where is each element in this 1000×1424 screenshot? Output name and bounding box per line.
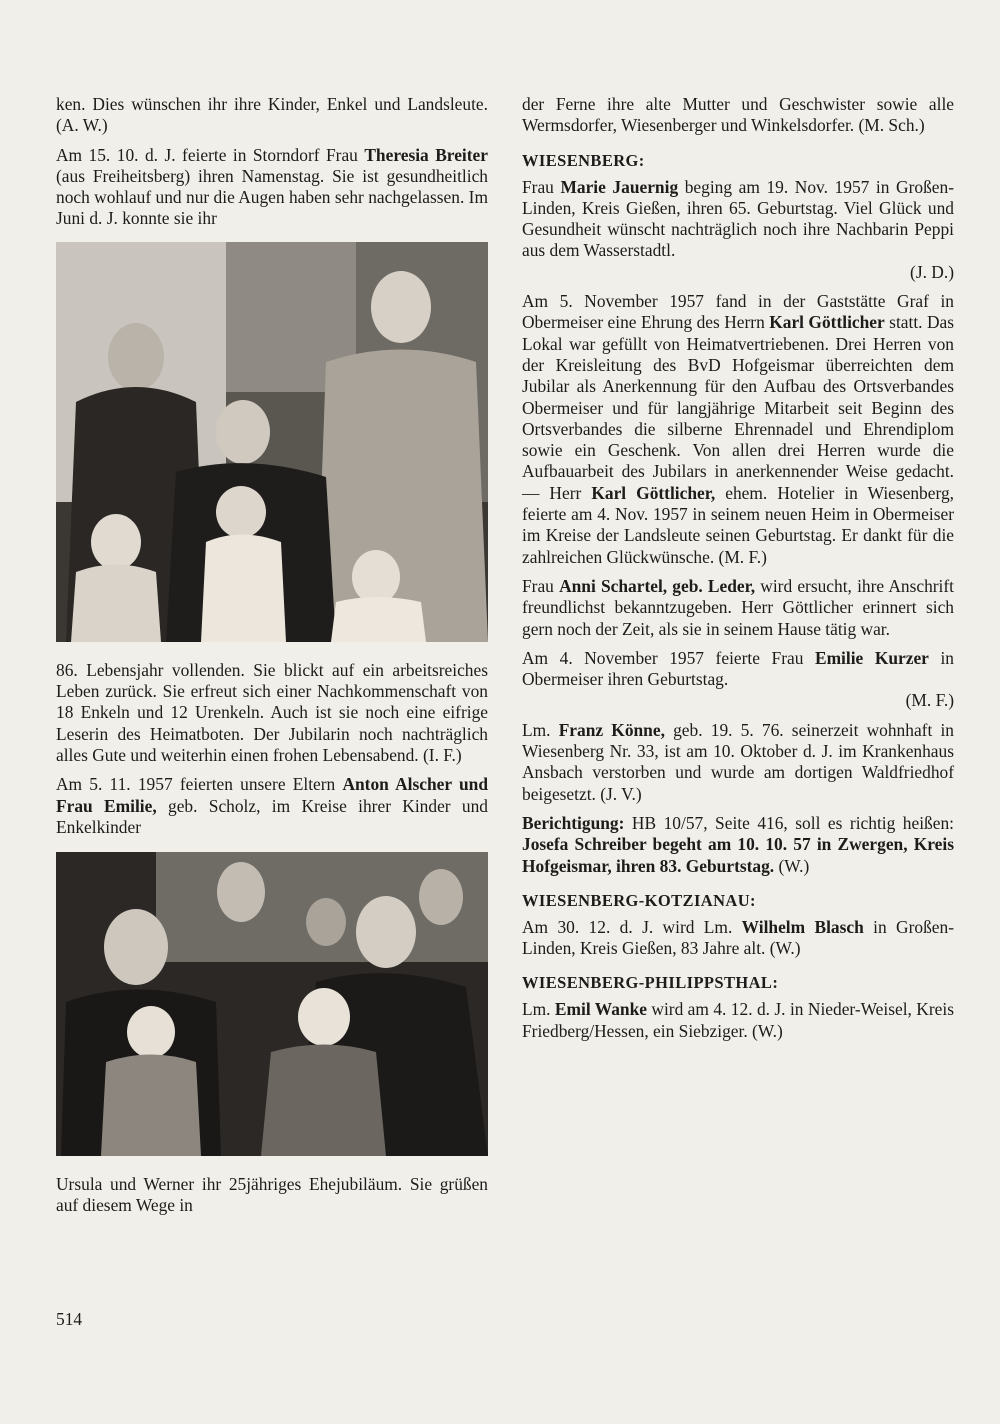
paragraph-jauernig <box>522 177 954 262</box>
paragraph-koenne <box>522 720 954 805</box>
paragraph-jubilaeum: Ursula und Werner ihr 25jähriges Ehejubiläum. Sie grüßen auf diesem Wege in <box>56 1174 488 1216</box>
text: Am 30. 12. d. J. wird Lm. <box>522 916 742 937</box>
person-name: Anton Alscher und Frau Emilie, <box>56 774 488 816</box>
family-photo-breiter <box>56 242 488 642</box>
family-photo-icon <box>56 242 488 642</box>
text: Frau <box>522 575 560 596</box>
person-name: Marie Jauernig <box>560 176 679 197</box>
paragraph-breiter <box>56 145 488 230</box>
text: Am 5. November 1957 fand in der Gaststätte Graf in Obermeiser eine Ehrung des Herrn <box>522 291 954 333</box>
text: beging am 19. Nov. 1957 in Großen-Linden, Kreis Gießen, ihren 65. Geburtstag. Viel Glück und Gesundheit wünscht nachträglich noch ihre Nachbarin Peppi aus dem Wasserstadtl. <box>522 176 954 261</box>
person-name: Karl Göttlicher <box>769 312 885 333</box>
text: ehem. Hotelier in Wiesenberg, feierte am 4. Nov. 1957 in seinem neuen Heim in Obermeiser im Kreise der Landsleute seinen Geburtstag. Er dankt für die zahlreichen Glückwünsche. (M. F.) <box>522 482 954 567</box>
text: Lm. <box>522 999 555 1020</box>
section-heading-wiesenberg: WIESENBERG: <box>522 150 645 170</box>
text: Am 5. 11. 1957 feierten unsere Eltern <box>56 774 343 795</box>
text: geb. Scholz, im Kreise ihrer Kinder und Enkelkinder <box>56 795 488 837</box>
left-column <box>56 94 488 1225</box>
text: Frau <box>522 176 561 197</box>
text: in Großen-Linden, Kreis Gießen, 83 Jahre alt. (W.) <box>522 916 954 959</box>
label: Berichtigung: <box>522 812 625 833</box>
text: Am 4. November 1957 feierte Frau <box>522 647 815 668</box>
text: (W.) <box>774 855 810 876</box>
person-name: Emilie Kurzer <box>814 647 929 668</box>
signature: (J. D.) <box>910 261 954 282</box>
paragraph-continuation: ken. Dies wünschen ihr ihre Kinder, Enkel und Landsleute. (A. W.) <box>56 94 488 136</box>
text: statt. Das Lokal war gefüllt von Heimatvertriebenen. Drei Herren von der Kreisleitung des BvD Hofgeismar überreichten dem Jubilar als Anerkennung für den Aufbau des Ortsverbandes Obermeiser und für langjährige Mitarbeit seit Beginn des Ortsverbandes die silberne Ehrennadel und Ehrendiplom sowie ein Geschenk. Von allen drei Herren wurde die Aufbauarbeit des Jubilars in anerkennender Weise gedacht. — Herr <box>522 312 954 503</box>
text: Lm. <box>522 719 559 740</box>
text: (aus Freiheitsberg) ihren Namenstag. Sie ist gesundheitlich noch wohlauf und nur die Augen haben sehr nachgelassen. Im Juni d. J. konnte sie ihr <box>56 165 488 229</box>
paragraph-schartel <box>522 576 954 640</box>
section-heading-philippsthal: WIESENBERG-PHILIPPSTHAL: <box>522 973 779 993</box>
text: in Obermeiser ihren Geburtstag. <box>522 647 954 690</box>
person-name: Anni Schartel, geb. Leder, <box>559 575 756 596</box>
family-photo-alscher <box>56 852 488 1156</box>
paragraph-blasch <box>522 917 954 960</box>
text: wird am 4. 12. d. J. in Nieder-Weisel, Kreis Friedberg/Hessen, ein Siebziger. (W.) <box>522 999 954 1041</box>
person-name: Emil Wanke <box>554 999 647 1020</box>
text: Am 15. 10. d. J. feierte in Storndorf Frau <box>56 144 365 165</box>
text: wird ersucht, ihre Anschrift freundlichst bekanntzugeben. Herr Göttlicher erinnert sich gern noch der Zeit, als sie in seinem Hause tätig war. <box>522 575 955 639</box>
page-number: 514 <box>56 1309 83 1329</box>
person-name: Franz Könne, <box>558 719 665 740</box>
text: HB 10/57, Seite 416, soll es richtig heißen: <box>624 812 954 833</box>
paragraph-goettlicher <box>522 291 954 568</box>
family-photo-icon <box>56 852 488 1156</box>
text: geb. 19. 5. 76. seinerzeit wohnhaft in Wiesenberg Nr. 33, ist am 10. Oktober d. J. im Krankenhaus Ansbach verstorben und wurde am dortigen Waldfriedhof beigesetzt. (J. V.) <box>522 719 954 804</box>
correction-text: Josefa Schreiber begeht am 10. 10. 57 in Zwergen, Kreis Hofgeismar, ihren 83. Geburtstag. <box>522 834 954 876</box>
paragraph-alscher <box>56 774 488 838</box>
paragraph-lebensjahr: 86. Lebensjahr vollenden. Sie blickt auf ein arbeitsreiches Leben zurück. Sie erfreut sich einer Nachkommenschaft von 18 Enkeln und 12 Urenkeln. Auch ist sie noch eine eifrige Leserin des Heimatboten. Der Jubilarin noch nachträglich alles Gute und weiterhin einen frohen Lebensabend. (I. F.) <box>56 659 488 765</box>
paragraph-berichtigung <box>522 813 954 877</box>
person-name: Karl Göttlicher, <box>591 482 716 503</box>
section-heading-kotzianau: WIESENBERG-KOTZIANAU: <box>522 890 756 910</box>
paragraph-continuation-right: der Ferne ihre alte Mutter und Geschwister sowie alle Wermsdorfer, Wiesenberger und Winkelsdorfer. (M. Sch.) <box>522 94 954 136</box>
signature: (M. F.) <box>905 690 954 711</box>
paragraph-wanke <box>522 999 954 1042</box>
paragraph-kurzer <box>522 648 954 691</box>
person-name: Theresia Breiter <box>364 144 488 165</box>
right-column <box>522 94 954 1050</box>
person-name: Wilhelm Blasch <box>741 916 864 937</box>
